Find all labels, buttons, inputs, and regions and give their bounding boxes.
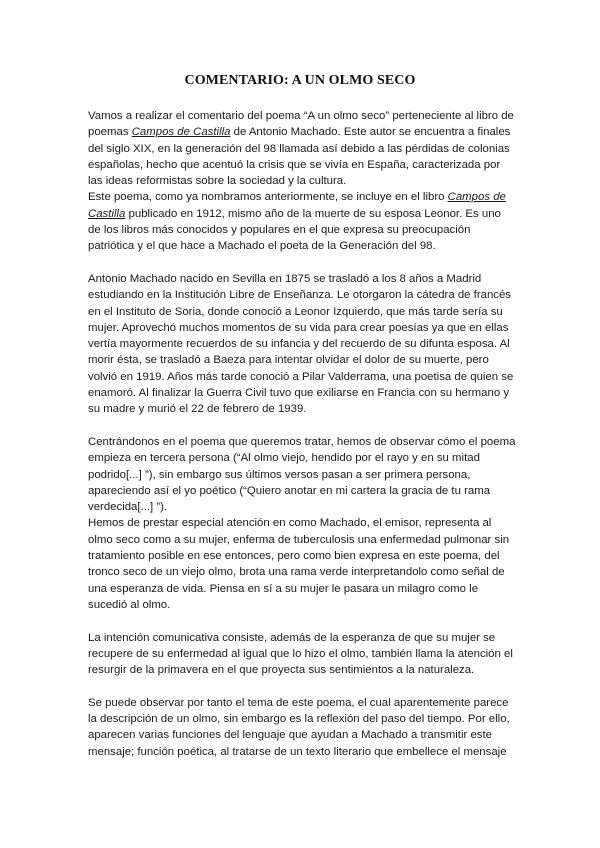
text-line: sucedió al olmo. xyxy=(88,598,171,611)
paragraph-biography xyxy=(88,271,518,418)
paragraph-gap xyxy=(88,678,518,694)
text-segment: de Antonio Machado. Este autor se encuentra a finales xyxy=(230,126,511,139)
text-line: resurgir de la primavera en el que proyecta sus sentimientos a la naturaleza. xyxy=(88,664,475,677)
text-line: tronco seco de un viejo olmo, brota una rama verde interpretandolo como señal de xyxy=(88,566,505,579)
text-line: volvió en 1919. Años más tarde conoció a Pilar Valderrama, una poetisa de quien se xyxy=(88,370,514,383)
paragraph-gap xyxy=(88,613,518,629)
paragraph-gap xyxy=(88,418,518,434)
text-line xyxy=(88,124,518,140)
paragraph-theme xyxy=(88,695,518,760)
paragraph-gap xyxy=(88,255,518,271)
text-line: apareciendo así el yo poético (“Quiero anotar en mi cartera la gracia de tu rama xyxy=(88,484,491,497)
text-line: mensaje; función poética, al tratarse de un texto literario que embellece el mensaje xyxy=(88,745,507,758)
document-title: COMENTARIO: A UN OLMO SECO xyxy=(184,73,416,88)
text-line: una esperanza de vida. Piensa en sí a su mujer le pasara un milagro como le xyxy=(88,582,479,595)
text-line: mujer. Aprovechó muchos momentos de su vida para crear poesías ya que en ellas xyxy=(88,321,509,334)
text-line: su madre y murió el 22 de febrero de 1939. xyxy=(88,403,307,416)
text-line: aparecen varias funciones del lenguaje que ayudan a Machado a transmitir este xyxy=(88,729,492,742)
text-line: morir ésta, se trasladó a Baeza para intentar olvidar el dolor de su muerte, pero xyxy=(88,354,489,367)
text-line: vertía mayormente recuerdos de su infancia y del recuerdo de su difunta esposa. Al xyxy=(88,338,510,351)
text-segment: Este poema, como ya nombramos anteriormente, se incluye en el libro xyxy=(88,191,448,204)
text-segment: poemas xyxy=(88,126,132,139)
text-line: la descripción de un olmo, sin embargo es la reflexión del paso del tiempo. Por ello, xyxy=(88,712,510,725)
text-line: La intención comunicativa consiste, además de la esperanza de que su mujer se xyxy=(88,631,496,644)
text-line: enamoró. Al finalizar la Guerra Civil tuvo que exiliarse en Francia con su hermano y xyxy=(88,387,510,400)
text-line: Hemos de prestar especial atención en como Machado, el emisor, representa al xyxy=(88,517,492,530)
text-line: tratamiento posible en ese entonces, pero como bien expresa en este poema, del xyxy=(88,550,500,563)
paragraph-poem-analysis xyxy=(88,434,518,613)
text-line: Vamos a realizar el comentario del poema “A un olmo seco” perteneciente al libro de xyxy=(88,110,514,122)
text-line: empieza en tercera persona (“Al olmo viejo, hendido por el rayo y en su mitad xyxy=(88,452,480,465)
text-line: Se puede observar por tanto el tema de este poema, el cual aparentemente parece xyxy=(88,696,509,709)
text-line: las ideas reformistas sobre la sociedad y la cultura. xyxy=(88,175,347,188)
book-title-link: Campos de Castilla xyxy=(131,126,231,139)
text-line: podrido[...] ”), sin embargo sus últimos versos pasan a ser primera persona, xyxy=(88,468,471,481)
text-line: recupere de su enfermedad al igual que lo hizo el olmo, también llama la atención el xyxy=(88,647,513,660)
text-line xyxy=(88,206,518,222)
text-line xyxy=(88,189,518,205)
text-line: patriótica y el que hace a Machado el poeta de la Generación del 98. xyxy=(88,240,436,253)
text-line: olmo seco como a su mujer, enferma de tuberculosis una enfermedad pulmonar sin xyxy=(88,533,510,546)
book-title-link: Campos de xyxy=(447,191,506,204)
paragraph-intro xyxy=(88,108,518,255)
document-body xyxy=(88,108,518,760)
text-line: españolas, hecho que acentuó la crisis que se vivía en España, caracterizada por xyxy=(88,158,501,171)
text-line: Centrándonos en el poema que queremos tratar, hemos de observar cómo el poema xyxy=(88,435,516,448)
paragraph-communicative-intent xyxy=(88,630,518,679)
text-line: verdecida[...] ”). xyxy=(88,501,168,514)
book-title-link: Castilla xyxy=(88,207,126,220)
text-line: estudiando en la Institución Libre de Enseñanza. Le otorgaron la cátedra de francés xyxy=(88,289,512,302)
text-segment: publicado en 1912, mismo año de la muerte de su esposa Leonor. Es uno xyxy=(125,207,501,220)
text-line: del siglo XIX, en la generación del 98 llamada así debido a las pérdidas de colonias xyxy=(88,142,510,155)
text-line: en el Instituto de Soria, donde conoció a Leonor Izquierdo, que más tarde sería su xyxy=(88,305,503,318)
text-line: de los libros más conocidos y populares en el que expresa su preocupación xyxy=(88,224,471,237)
text-line: Antonio Machado nacido en Sevilla en 1875 se trasladó a los 8 años a Madrid xyxy=(88,272,482,285)
